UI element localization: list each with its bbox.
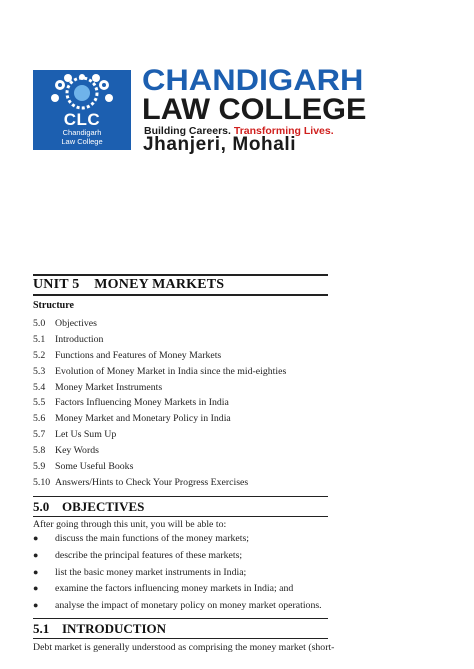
structure-item: 5.8 Key Words bbox=[33, 445, 99, 457]
structure-heading: Structure bbox=[33, 300, 74, 311]
structure-list bbox=[33, 316, 286, 491]
structure-item: 5.2 Functions and Features of Money Markets bbox=[33, 349, 222, 361]
tagline-part-1: Building Careers. bbox=[144, 125, 231, 137]
bullet-icon: ● bbox=[33, 549, 39, 560]
objectives-top-rule bbox=[33, 496, 328, 497]
structure-item: 5.10 Answers/Hints to Check Your Progress Exercises bbox=[33, 476, 249, 488]
bullet-icon: ● bbox=[33, 583, 39, 594]
structure-item: 5.6 Money Market and Monetary Policy in India bbox=[33, 413, 231, 425]
structure-item: 5.9 Some Useful Books bbox=[33, 461, 134, 473]
structure-item: 5.4 Money Market Instruments bbox=[33, 381, 163, 393]
logo-name-line-1: Chandigarh bbox=[62, 128, 102, 137]
structure-item: 5.0 Objectives bbox=[33, 318, 97, 329]
bullet-icon: ● bbox=[33, 533, 39, 543]
logo-college-name bbox=[33, 128, 131, 146]
bullet-icon: ● bbox=[33, 600, 39, 611]
structure-item: 5.3 Evolution of Money Market in India since the mid-eighties bbox=[33, 365, 287, 377]
gear-globe-emblem-icon bbox=[47, 74, 117, 112]
objectives-list bbox=[33, 530, 322, 614]
logo-abbreviation: CLC bbox=[63, 110, 101, 129]
list-item: ● examine the factors influencing money markets in India; and bbox=[33, 580, 322, 597]
introduction-bottom-rule bbox=[33, 638, 328, 639]
structure-item: 5.7 Let Us Sum Up bbox=[33, 429, 117, 441]
bullet-icon: ● bbox=[33, 566, 39, 577]
list-item: ● describe the principal features of these markets; bbox=[33, 547, 322, 564]
unit-title: UNIT 5 MONEY MARKETS bbox=[33, 277, 225, 292]
structure-item: 5.1 Introduction bbox=[33, 333, 104, 345]
college-location: Jhanjeri, Mohali bbox=[143, 134, 297, 155]
structure-item: 5.5 Factors Influencing Money Markets in India bbox=[33, 397, 229, 409]
list-item: ● analyse the impact of monetary policy on money market operations. bbox=[33, 597, 322, 614]
logo-name-line-2: Law College bbox=[61, 137, 103, 146]
section-title-introduction: 5.1 INTRODUCTION bbox=[33, 621, 167, 636]
section-title-objectives: 5.0 OBJECTIVES bbox=[33, 499, 145, 514]
list-item: ● discuss the main functions of the money markets; bbox=[33, 530, 322, 547]
objectives-bottom-rule bbox=[33, 516, 328, 517]
brand-name-line-1: CHANDIGARH bbox=[142, 64, 364, 97]
tagline-part-2: Transforming Lives. bbox=[233, 125, 334, 137]
list-item: ● list the basic money market instruments in India; bbox=[33, 564, 322, 581]
introduction-top-rule bbox=[33, 618, 328, 619]
brand-name-line-2: LAW COLLEGE bbox=[142, 93, 367, 126]
unit-bottom-rule bbox=[33, 294, 328, 296]
objectives-intro: After going through this unit, you will be able to: bbox=[33, 519, 227, 530]
introduction-text: Debt market is generally understood as comprising the money market (short- bbox=[33, 642, 335, 653]
college-logo bbox=[33, 70, 131, 150]
